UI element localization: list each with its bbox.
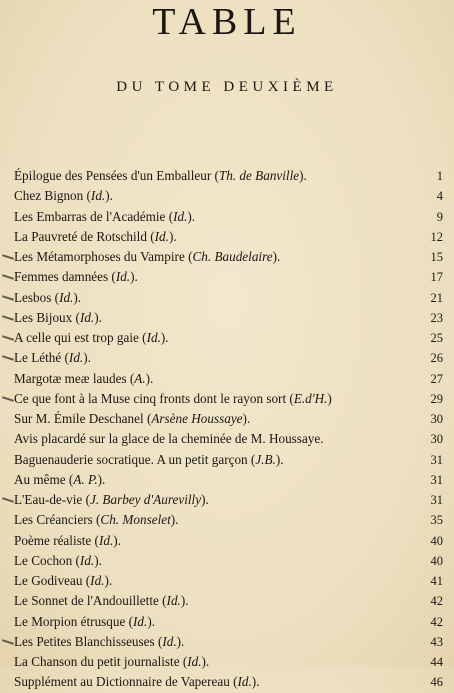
toc-page-number: 12: [430, 229, 443, 244]
toc-entry-author: Th. de Banville: [218, 168, 300, 183]
toc-entry-author: Id.: [90, 573, 105, 588]
table-of-contents: [14, 166, 443, 693]
toc-entry-text: [14, 227, 177, 247]
toc-entry: [14, 227, 443, 247]
toc-entry-author: Id.: [237, 674, 252, 690]
toc-entry: [14, 267, 443, 287]
pencil-tick-mark: [2, 639, 14, 645]
toc-page-number: 44: [430, 655, 443, 669]
toc-entry-text: [14, 632, 184, 652]
toc-page-number: 1: [436, 169, 443, 183]
toc-entry: [14, 490, 443, 510]
toc-entry-title: L'Eau-de-vie (: [14, 492, 90, 507]
toc-page-number: 29: [430, 391, 443, 406]
toc-entry: [14, 247, 443, 267]
toc-entry-closing: ).: [201, 654, 210, 669]
toc-page-number: 46: [430, 675, 443, 690]
toc-entry-author: Id.: [59, 289, 74, 305]
toc-entry-closing: ).: [176, 633, 185, 649]
toc-entry-text: [14, 510, 178, 530]
toc-page-number: 17: [430, 270, 443, 285]
toc-entry-closing: ).: [104, 573, 113, 588]
toc-entry: [14, 531, 443, 551]
toc-page-number: 31: [430, 472, 443, 487]
toc-entry-text: [14, 672, 260, 692]
toc-entry: [14, 166, 443, 186]
toc-entry-author: Id.: [173, 208, 188, 224]
toc-page-number: 26: [430, 351, 443, 366]
toc-entry: [14, 571, 443, 591]
toc-entry-closing: ).: [187, 208, 196, 224]
pencil-tick-mark: [2, 355, 14, 361]
toc-entry-closing: ).: [83, 350, 91, 366]
toc-entry: [14, 470, 443, 490]
toc-entry: [14, 672, 443, 692]
toc-entry-title: Lesbos (: [14, 289, 60, 305]
toc-entry-author: A.: [134, 370, 146, 386]
toc-entry-text: [14, 409, 250, 429]
toc-entry-author: Id.: [133, 613, 148, 629]
toc-entry-closing: ).: [97, 471, 106, 487]
toc-entry-text: [14, 551, 102, 571]
page-subtitle: DU TOME DEUXIÈME: [116, 79, 338, 95]
toc-entry: [14, 632, 443, 652]
toc-entry: [14, 369, 443, 389]
toc-entry-author: Id.: [90, 188, 106, 204]
toc-entry-author: Id.: [98, 532, 114, 548]
toc-page-number: 21: [430, 290, 443, 305]
toc-entry-author: E.d'H.: [293, 390, 328, 406]
toc-page-number: 40: [430, 533, 443, 548]
toc-page-number: 25: [430, 331, 443, 345]
toc-entry-title: Ce que font à la Muse cinq fronts dont le rayon sort (: [14, 390, 294, 406]
toc-page-number: 42: [430, 594, 443, 609]
toc-entry-text: [14, 207, 195, 227]
toc-entry: [14, 348, 443, 368]
toc-entry-closing: ): [327, 390, 332, 406]
toc-entry-text: [14, 612, 155, 632]
toc-entry-title: La Chanson du petit journaliste (: [14, 654, 188, 669]
toc-entry: [14, 450, 443, 470]
toc-entry-author: Id.: [166, 593, 181, 609]
pencil-tick-mark: [2, 497, 14, 503]
toc-entry-closing: ).: [272, 249, 281, 264]
pencil-tick-mark: [2, 335, 14, 341]
toc-entry-text: [14, 308, 102, 328]
toc-entry-title: Le Godiveau (: [14, 573, 91, 588]
toc-entry: [14, 510, 443, 530]
toc-entry-closing: ).: [168, 228, 177, 244]
toc-page-number: 42: [430, 614, 443, 629]
toc-entry: [14, 551, 443, 571]
toc-entry-text: [14, 247, 280, 267]
toc-entry-closing: ).: [130, 269, 138, 285]
toc-entry-text: [14, 186, 113, 206]
toc-entry-author: Id.: [68, 350, 84, 366]
toc-entry-text: [14, 652, 209, 672]
pencil-tick-mark: [2, 396, 14, 402]
toc-entry-closing: ).: [147, 613, 156, 629]
toc-entry: [14, 409, 443, 429]
page-title: TABLE: [152, 1, 302, 43]
toc-entry-title: A celle qui est trop gaie (: [14, 330, 147, 345]
toc-entry-author: Id.: [162, 633, 177, 649]
toc-entry-author: Ch. Monselet: [100, 512, 171, 528]
toc-entry-text: [14, 328, 169, 348]
toc-entry-title: Avis placardé sur la glace de la cheminée de M. Houssaye.: [14, 431, 324, 447]
toc-entry-title: Le Sonnet de l'Andouillette (: [14, 593, 167, 609]
toc-entry-title: Les Bijoux (: [14, 309, 80, 325]
toc-entry-author: Ch. Baudelaire: [192, 249, 273, 264]
toc-entry-text: [14, 369, 153, 389]
toc-entry-closing: ).: [201, 492, 209, 507]
toc-entry-closing: ).: [299, 168, 307, 183]
toc-entry-text: [14, 166, 307, 186]
toc-entry-closing: ).: [113, 532, 121, 548]
toc-entry-text: [14, 389, 332, 409]
toc-entry-text: [14, 591, 189, 611]
toc-page-number: 31: [430, 493, 443, 507]
toc-entry-title: Au même (: [14, 471, 74, 487]
toc-entry-author: Id.: [187, 654, 202, 669]
toc-page-number: 4: [436, 189, 443, 204]
toc-entry-closing: ).: [94, 309, 102, 325]
toc-entry: [14, 612, 443, 632]
toc-entry-title: Sur M. Émile Deschanel (: [14, 411, 152, 426]
toc-entry-closing: ).: [170, 512, 179, 528]
toc-entry-title: Le Morpion étrusque (: [14, 613, 134, 629]
toc-entry-author: Id.: [146, 330, 161, 345]
toc-page-number: 30: [430, 412, 443, 426]
toc-entry-closing: ).: [94, 552, 102, 568]
toc-entry-closing: ).: [180, 593, 189, 609]
toc-entry-text: [14, 571, 112, 591]
toc-page-number: 9: [436, 209, 443, 224]
pencil-tick-mark: [2, 295, 14, 301]
toc-page-number: 35: [430, 513, 443, 528]
toc-entry-closing: ).: [160, 330, 169, 345]
toc-page-number: 27: [430, 371, 443, 386]
toc-entry-title: La Pauvreté de Rotschild (: [14, 228, 155, 244]
toc-entry-text: [14, 288, 81, 308]
toc-entry-text: [14, 348, 91, 368]
toc-entry-title: Les Créanciers (: [14, 512, 101, 528]
toc-entry-author: J.B.: [255, 451, 276, 467]
toc-entry-closing: ).: [242, 411, 251, 426]
toc-entry-title: Épilogue des Pensées d'un Emballeur (: [14, 168, 219, 183]
toc-entry-title: Poème réaliste (: [14, 532, 99, 548]
toc-page-number: 15: [430, 250, 443, 264]
toc-entry-title: Femmes damnées (: [14, 269, 116, 285]
toc-entry-closing: ).: [73, 289, 82, 305]
toc-entry-title: Les Petites Blanchisseuses (: [14, 633, 163, 649]
toc-page-number: 30: [430, 432, 443, 447]
toc-entry: [14, 308, 443, 328]
toc-entry: [14, 288, 443, 308]
toc-entry-closing: ).: [251, 674, 260, 690]
toc-page-number: 31: [430, 452, 443, 467]
toc-entry-title: Les Métamorphoses du Vampire (: [14, 249, 193, 264]
toc-page-number: 40: [430, 553, 443, 568]
toc-entry-title: Le Léthé (: [14, 350, 69, 366]
toc-entry-closing: ).: [105, 188, 113, 204]
toc-entry: [14, 429, 443, 449]
toc-entry: [14, 652, 443, 672]
toc-entry: [14, 591, 443, 611]
toc-entry-text: [14, 450, 284, 470]
toc-entry-title: Le Cochon (: [14, 552, 80, 568]
toc-entry-title: Les Embarras de l'Académie (: [14, 208, 174, 224]
toc-entry-author: Id.: [154, 228, 169, 244]
toc-page-number: 41: [430, 574, 443, 588]
toc-entry-author: Id.: [79, 552, 95, 568]
toc-entry-closing: ).: [275, 451, 284, 467]
toc-entry-title: Supplément au Dictionnaire de Vapereau (: [14, 674, 238, 690]
pencil-tick-mark: [2, 315, 14, 321]
toc-entry-text: [14, 531, 121, 551]
toc-entry-title: Baguenauderie socratique. A un petit garçon (: [14, 451, 256, 467]
toc-entry-text: [14, 267, 138, 287]
toc-entry: [14, 207, 443, 227]
toc-entry-title: Margotæ meæ laudes (: [14, 370, 135, 386]
toc-entry-text: [14, 429, 324, 449]
toc-entry-closing: ).: [145, 370, 154, 386]
pencil-tick-mark: [2, 254, 14, 260]
toc-entry-author: Arsène Houssaye: [151, 411, 243, 426]
pencil-tick-mark: [2, 274, 14, 280]
toc-entry-author: Id.: [79, 309, 95, 325]
toc-page-number: 43: [430, 634, 443, 649]
toc-entry-author: A. P.: [73, 471, 98, 487]
toc-page-number: 23: [430, 310, 443, 325]
toc-entry-author: J. Barbey d'Aurevilly: [89, 492, 202, 507]
toc-entry-title: Chez Bignon (: [14, 188, 91, 204]
toc-entry: [14, 328, 443, 348]
toc-entry-author: Id.: [115, 269, 131, 285]
toc-entry: [14, 186, 443, 206]
toc-entry-text: [14, 470, 105, 490]
toc-entry-text: [14, 490, 209, 510]
toc-entry: [14, 389, 443, 409]
